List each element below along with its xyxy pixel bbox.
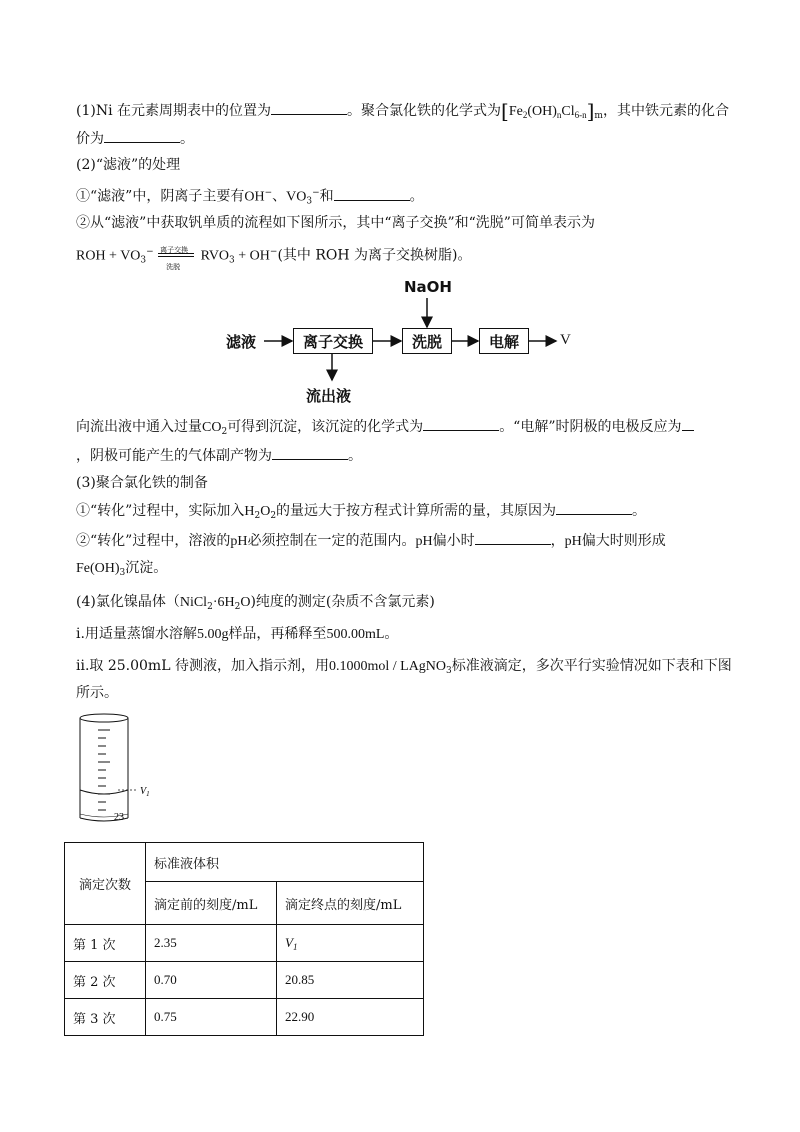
text: 。 xyxy=(180,131,194,147)
header-trial: 滴定次数 xyxy=(65,843,146,925)
table-row: 第 3 次 0.75 22.90 xyxy=(65,999,424,1036)
q2b-line2: ，阴极可能产生的气体副产物为 。 xyxy=(76,445,362,466)
q2-title: (2)“滤液”的处理 xyxy=(76,157,181,173)
bracket-open: [ xyxy=(501,99,509,123)
flow-box-ion-exchange: 离子交换 xyxy=(293,328,373,354)
text: ，其中铁元素的化合 xyxy=(602,103,729,119)
answer-blank-low-ph[interactable] xyxy=(475,530,551,545)
table-row: 第 2 次 0.70 20.85 xyxy=(65,962,424,999)
q4-step-i: ⅰ.用适量蒸馏水溶解5.00g样品，再稀释至500.00mL。 xyxy=(76,626,399,642)
q3-line1: ①“转化”过程中，实际加入$H_2O_2$的量远大于按方程式计算所需的量，其原因为 。 xyxy=(76,500,646,526)
answer-blank-precipitate[interactable] xyxy=(423,416,499,431)
exchange-equation: ROH + $VO_3^-$ 离子交换 洗脱 $RVO_3 + OH^-$(其中 ROH 为离子交换树脂)。 xyxy=(76,245,472,271)
answer-blank-reason[interactable] xyxy=(556,500,632,515)
polymer-formula: $Fe_2(OH)_nCl_{6-n}$ xyxy=(508,104,587,120)
flow-box-elution: 洗脱 xyxy=(402,328,452,354)
header-after: 滴定终点的刻度/mL xyxy=(277,882,424,925)
bracket-close: ] xyxy=(586,99,595,123)
burette-figure xyxy=(70,710,160,830)
q2b-line1: 向流出液中通入过量$CO_2$可得到沉淀，该沉淀的化学式为 。“电解”时阴极的电极反应为 xyxy=(76,416,694,442)
formula-subscript-m: m xyxy=(594,111,603,121)
q3-title: (3)聚合氯化铁的制备 xyxy=(76,475,208,491)
flow-box-electrolysis: 电解 xyxy=(479,328,529,354)
q3-line3: $Fe(OH)_3$沉淀。 xyxy=(76,560,168,578)
text: (1)Ni 在元素周期表中的位置为 xyxy=(76,103,272,119)
answer-blank-cathode-reaction[interactable] xyxy=(682,416,694,431)
q2-line2: ②从“滤液”中获取钒单质的流程如下图所示，其中“离子交换”和“洗脱”可简单表示为 xyxy=(76,215,595,231)
q2-line1: ①“滤液”中，阴离子主要有OH−、$VO_3^-$和 。 xyxy=(76,183,424,212)
q4-title: (4)氯化镍晶体$(NiCl_2\cdot 6H_2O)$纯度的测定(杂质不含氯元素) xyxy=(76,594,435,612)
burette-label-v1: $V_1$ xyxy=(140,786,150,798)
flow-naoh-label: NaOH xyxy=(404,278,452,296)
table-header-row xyxy=(65,843,424,882)
burette-label-23: 23 xyxy=(114,812,124,823)
reversible-arrow: 离子交换 洗脱 xyxy=(158,246,196,264)
flow-end-vanadium: V xyxy=(560,332,571,348)
q4-step-ii-cont: 所示。 xyxy=(76,685,118,701)
flow-arrows xyxy=(0,0,800,420)
answer-blank-gas-byproduct[interactable] xyxy=(272,445,348,460)
text: 。聚合氯化铁的化学式为 xyxy=(347,103,502,119)
q4-step-ii: ⅱ.取 25.00mL 待测液，加入指示剂，用0.1000mol / LAgNO$_3$标准液滴定，多次平行实验情况如下表和下图 xyxy=(76,658,732,676)
flow-outflow-label: 流出液 xyxy=(306,387,352,405)
q3-line2: ②“转化”过程中，溶液的pH必须控制在一定的范围内。pH偏小时 ，pH偏大时则形成 xyxy=(76,530,666,552)
header-standard-volume: 标准液体积 xyxy=(146,843,424,882)
header-before: 滴定前的刻度/mL xyxy=(146,882,277,925)
flow-start-filtrate: 滤液 xyxy=(226,333,257,351)
text: 价为 xyxy=(76,131,104,147)
table-row: 第 1 次 2.35 $V_1$ xyxy=(65,925,424,962)
titration-table xyxy=(64,842,424,1036)
